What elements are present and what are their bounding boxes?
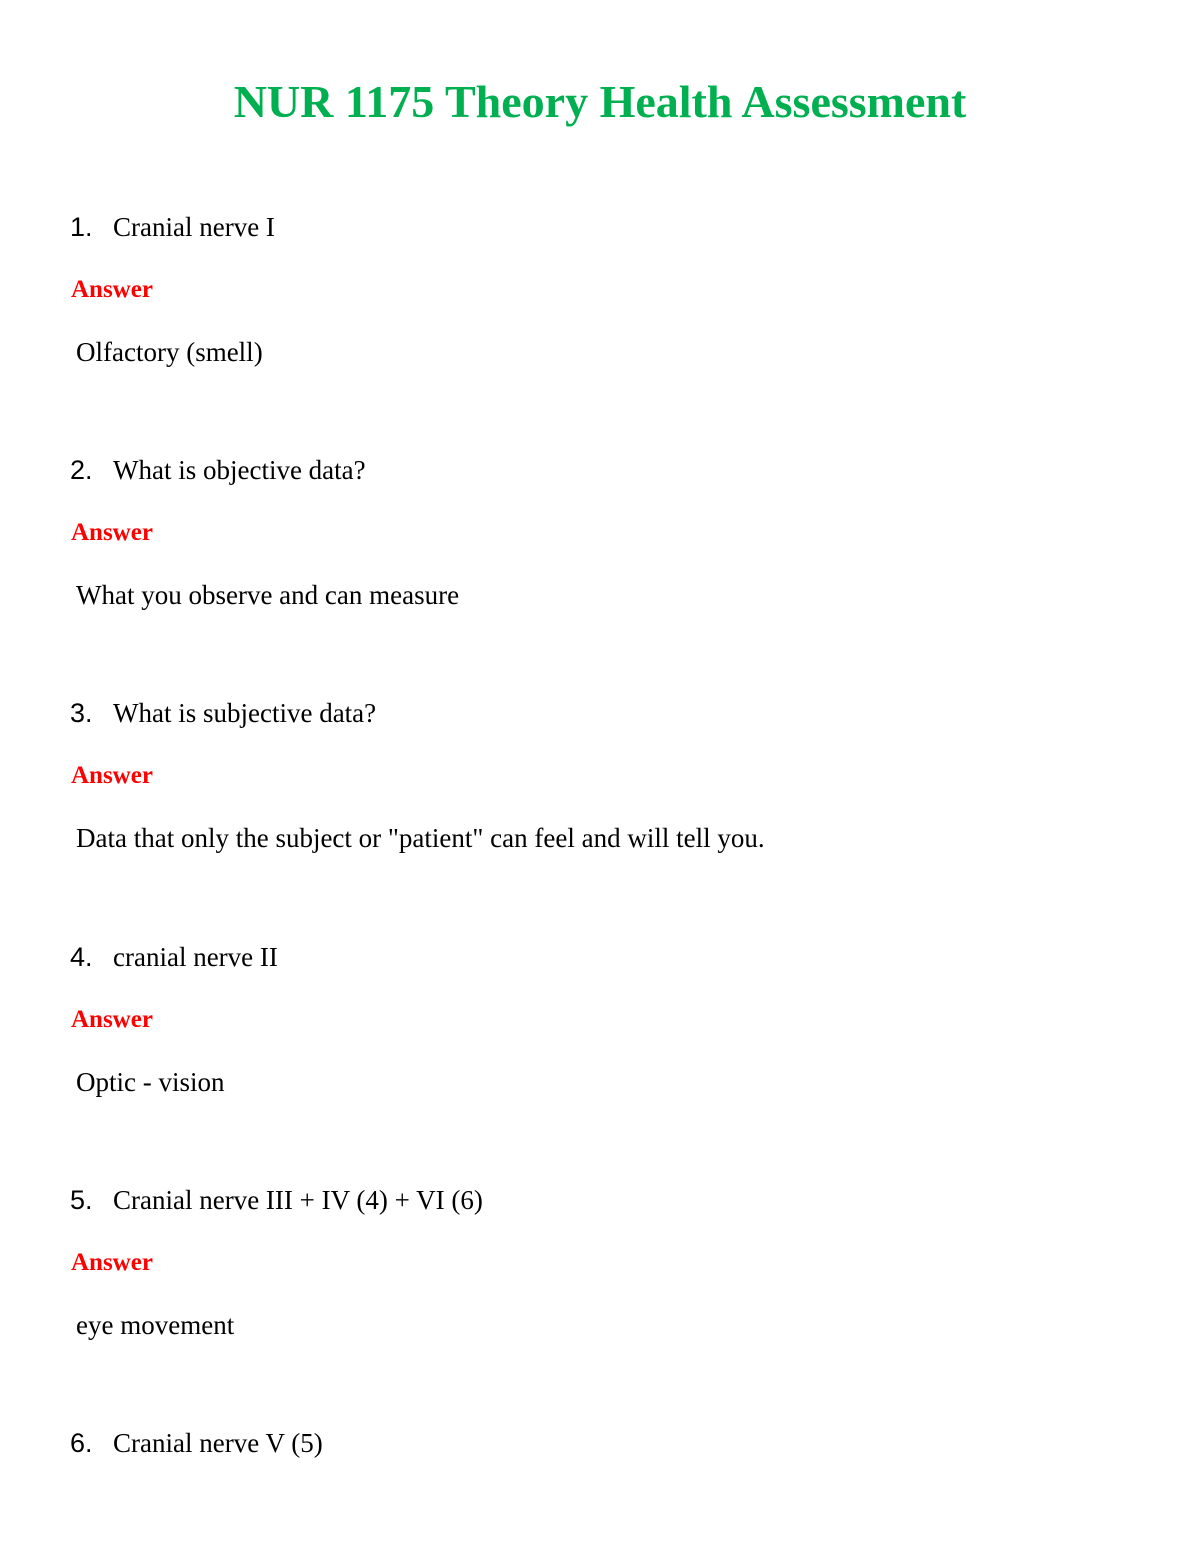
document-title: NUR 1175 Theory Health Assessment <box>233 76 967 127</box>
question-line <box>70 212 275 252</box>
question-text: Cranial nerve I <box>113 212 275 242</box>
question-number: 4. <box>70 942 93 972</box>
answer-text: What you observe and can measure <box>76 580 460 610</box>
question-line <box>70 1185 483 1225</box>
answer-label: Answer <box>71 762 153 789</box>
answer-label: Answer <box>71 519 153 546</box>
question-text: What is objective data? <box>113 455 366 485</box>
question-number: 5. <box>70 1185 93 1215</box>
question-text: What is subjective data? <box>113 698 377 728</box>
question-number: 2. <box>70 455 93 485</box>
answer-text: Olfactory (smell) <box>76 337 263 367</box>
question-text: Cranial nerve III + IV (4) + VI (6) <box>113 1185 483 1215</box>
question-line <box>70 455 366 495</box>
answer-text: eye movement <box>76 1310 235 1340</box>
question-text: Cranial nerve V (5) <box>113 1428 323 1458</box>
answer-label: Answer <box>71 1006 153 1033</box>
answer-text: Data that only the subject or "patient" can feel and will tell you. <box>76 823 765 853</box>
answer-text: Optic - vision <box>76 1067 225 1097</box>
question-number: 3. <box>70 698 93 728</box>
question-line <box>70 698 376 738</box>
question-text: cranial nerve II <box>113 942 278 972</box>
question-number: 6. <box>70 1428 93 1458</box>
question-line <box>70 942 278 982</box>
question-number: 1. <box>70 212 93 242</box>
answer-label: Answer <box>71 1249 153 1276</box>
answer-label: Answer <box>71 276 153 303</box>
question-line <box>70 1428 323 1468</box>
